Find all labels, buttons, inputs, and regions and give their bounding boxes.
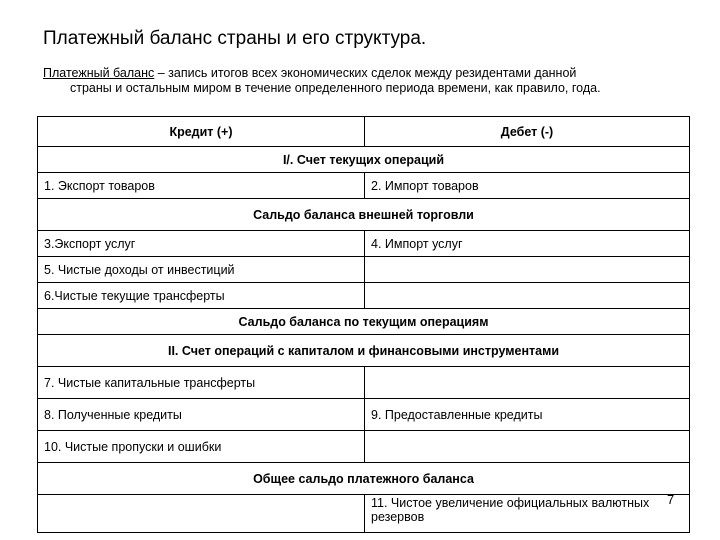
errors-omissions-cell: 10. Чистые пропуски и ошибки [38,431,365,463]
export-goods-cell: 1. Экспорт товаров [38,173,365,199]
table-row [38,399,690,431]
table-row [38,335,690,367]
definition-text [43,66,683,96]
empty-cell [365,283,690,309]
table-row [38,257,690,283]
table-row [38,463,690,495]
export-services-cell: 3.Экспорт услуг [38,231,365,257]
table-row [38,367,690,399]
overall-balance-row: Общее сальдо платежного баланса [38,463,690,495]
official-reserves-cell: 11. Чистое увеличение официальных валютных резервов [365,495,690,533]
trade-balance-row: Сальдо баланса внешней торговли [38,199,690,231]
credit-header: Кредит (+) [38,117,365,147]
table-row [38,199,690,231]
table-row [38,283,690,309]
table-row [38,309,690,335]
empty-cell [365,367,690,399]
net-investment-income-cell: 5. Чистые доходы от инвестиций [38,257,365,283]
page-number: 7 [667,492,675,507]
definition-text-line2: страны и остальным миром в течение определенного периода времени, как правило, года. [70,81,601,95]
table-header-row [38,117,690,147]
table-row [38,495,690,533]
debit-header: Дебет (-) [365,117,690,147]
balance-of-payments-table [37,116,690,533]
table-row [38,147,690,173]
capital-account-section-header: II. Счет операций с капиталом и финансовыми инструментами [38,335,690,367]
current-account-section-header: I/. Счет текущих операций [38,147,690,173]
net-current-transfers-cell: 6.Чистые текущие трансферты [38,283,365,309]
granted-credits-cell: 9. Предоставленные кредиты [365,399,690,431]
import-services-cell: 4. Импорт услуг [365,231,690,257]
definition-term: Платежный баланс [43,66,155,80]
empty-cell [38,495,365,533]
current-account-balance-row: Сальдо баланса по текущим операциям [38,309,690,335]
slide-title: Платежный баланс страны и его структура. [43,28,427,49]
table-row [38,173,690,199]
definition-text-line1: – запись итогов всех экономических сделок между резидентами данной [154,66,577,80]
table-row [38,231,690,257]
import-goods-cell: 2. Импорт товаров [365,173,690,199]
empty-cell [365,431,690,463]
received-credits-cell: 8. Полученные кредиты [38,399,365,431]
net-capital-transfers-cell: 7. Чистые капитальные трансферты [38,367,365,399]
empty-cell [365,257,690,283]
table-row [38,431,690,463]
